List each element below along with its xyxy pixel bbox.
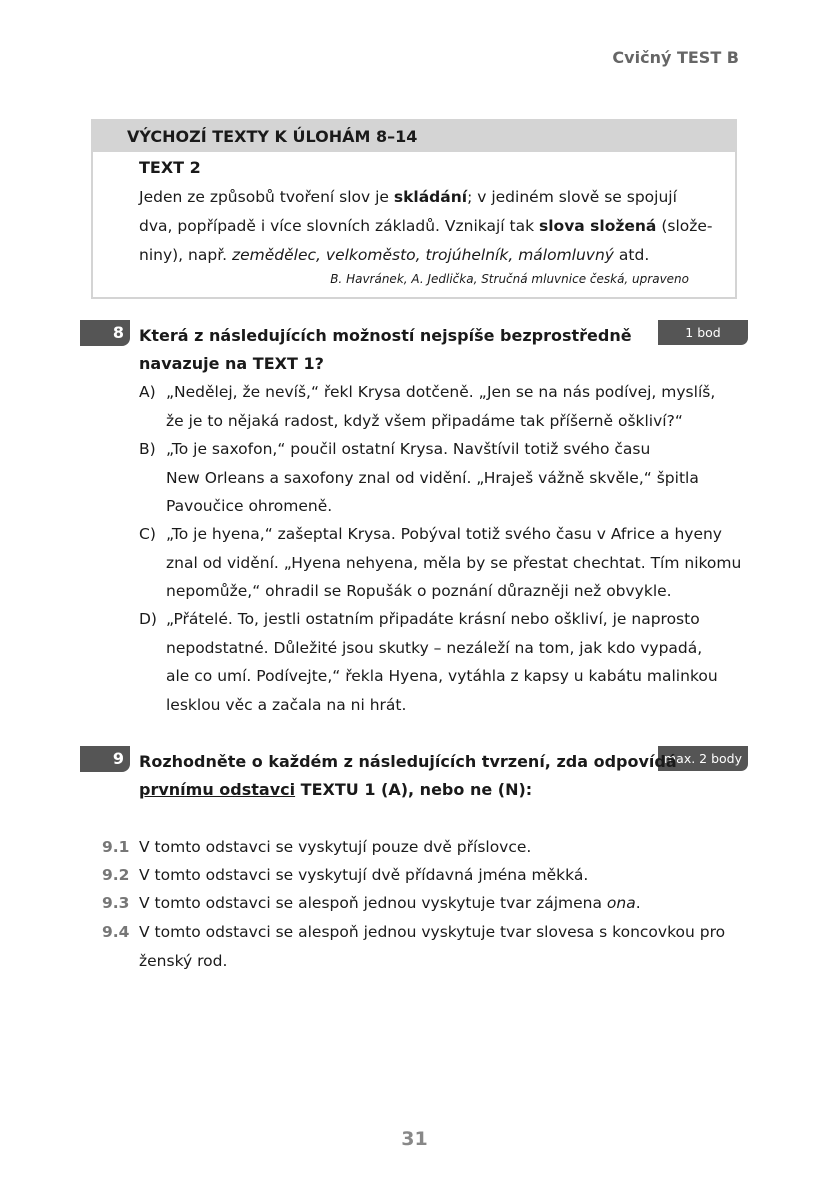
statement-9-3: 9.3 V tomto odstavci se alespoň jednou vyskytuje tvar zájmena ona. (102, 894, 641, 912)
source-box-subtitle: TEXT 2 (139, 158, 201, 177)
question-9-points-badge: max. 2 body (658, 746, 748, 771)
question-8-text: Která z následujících možností nejspíše bezprostředně navazuje na TEXT 1? (139, 326, 632, 373)
question-8-option-c: C) „To je hyena,“ zašeptal Krysa. Pobýval totiž svého času v Africe a hyeny znal od vidění. „Hyena nehyena, měla by se přestat chechtat. Tím nikomu nepomůže,“ ohradil se Ropušák o poznání důrazněji než obvykle. (139, 525, 742, 600)
source-line: niny), např. zemědělec, velkoměsto, trojúhelník, málomluvný atd. (139, 246, 650, 264)
source-text-box (91, 119, 737, 299)
source-line: Jeden ze způsobů tvoření slov je skládání; v jediném slově se spojují (139, 188, 677, 206)
question-9-text: Rozhodněte o každém z následujících tvrzení, zda odpovídá prvnímu odstavci TEXTU 1 (A), nebo ne (N): (139, 752, 677, 799)
source-citation: B. Havránek, A. Jedlička, Stručná mluvnice česká, upraveno (330, 272, 689, 286)
question-8-number: 8 (80, 320, 130, 346)
question-9-number: 9 (80, 746, 130, 772)
statement-9-4: 9.4 V tomto odstavci se alespoň jednou vyskytuje tvar slovesa s koncovkou pro ženský rod. (102, 923, 726, 970)
question-8-option-a: A) „Nedělej, že nevíš,“ řekl Krysa dotčeně. „Jen se na nás podívej, myslíš, že je to nějaká radost, když všem připadáme tak příšerně oškliví?“ (139, 383, 716, 430)
statement-9-1: 9.1 V tomto odstavci se vyskytují pouze dvě příslovce. (102, 838, 532, 856)
source-line: dva, popřípadě i více slovních základů. Vznikají tak slova složená (slože- (139, 217, 713, 235)
question-8-points-badge: 1 bod (658, 320, 748, 345)
question-8-option-d: D) „Přátelé. To, jestli ostatním připadáte krásní nebo oškliví, je naprosto nepodstatné. Důležité jsou skutky – nezáleží na tom, jak kdo vypadá, ale co umí. Podívejte,“ řekla Hyena, vytáhla z kapsy u kabátu malinkou lesklou věc a začala na ni hrát. (139, 610, 718, 714)
source-box-title: VÝCHOZÍ TEXTY K ÚLOHÁM 8–14 (93, 121, 735, 152)
page-number: 31 (401, 1128, 428, 1150)
running-header: Cvičný TEST B (612, 48, 739, 67)
source-box-body (139, 183, 713, 270)
question-8-option-b: B) „To je saxofon,“ poučil ostatní Krysa. Navštívil totiž svého času New Orleans a saxofony znal od vidění. „Hraješ vážně skvěle,“ špitla Pavoučice ohromeně. (139, 440, 699, 515)
statement-9-2: 9.2 V tomto odstavci se vyskytují dvě přídavná jména měkká. (102, 866, 589, 884)
